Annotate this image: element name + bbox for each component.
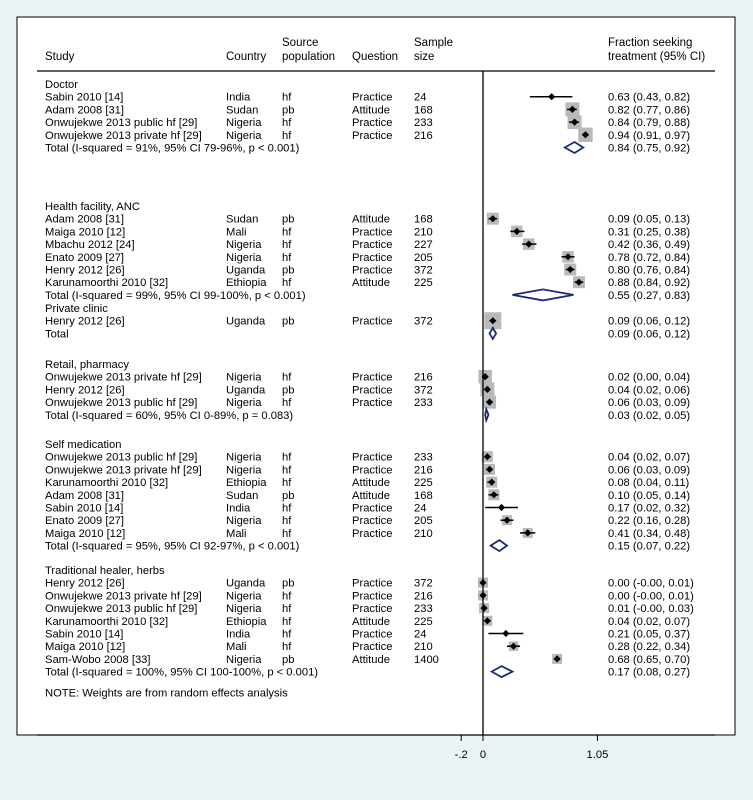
group-total-effect-ci: 0.09 (0.06, 0.12) bbox=[608, 328, 691, 341]
study-question: Practice bbox=[352, 464, 393, 477]
study-study: Sabin 2010 [14] bbox=[45, 628, 124, 641]
study-effect-ci: 0.08 (0.04, 0.11) bbox=[608, 477, 690, 490]
study-source: hf bbox=[282, 277, 292, 290]
study-n: 210 bbox=[414, 527, 433, 540]
study-question: Attitude bbox=[352, 104, 390, 117]
group-total-label: Total (I-squared = 99%, 95% CI 99-100%, p < 0.001) bbox=[45, 289, 306, 302]
header-sample-line1: Sample bbox=[414, 37, 453, 49]
study-effect-ci: 0.00 (-0.00, 0.01) bbox=[608, 577, 694, 590]
group-label: Private clinic bbox=[45, 303, 108, 315]
study-country: Nigeria bbox=[226, 371, 262, 384]
study-source: hf bbox=[282, 226, 292, 239]
study-source: pb bbox=[282, 315, 295, 328]
study-country: Ethiopia bbox=[226, 615, 267, 628]
header-sample-line2: size bbox=[414, 51, 435, 63]
study-question: Practice bbox=[352, 264, 393, 277]
x-tick-label: 0 bbox=[479, 749, 487, 761]
study-effect-ci: 0.41 (0.34, 0.48) bbox=[608, 527, 691, 540]
study-effect-ci: 0.88 (0.84, 0.92) bbox=[608, 277, 691, 290]
study-effect-ci: 0.68 (0.65, 0.70) bbox=[608, 653, 691, 666]
group-label: Doctor bbox=[45, 79, 78, 91]
study-source: hf bbox=[282, 502, 292, 515]
header-country: Country bbox=[226, 51, 267, 63]
study-question: Practice bbox=[352, 515, 393, 528]
study-effect-ci: 0.02 (0.00, 0.04) bbox=[608, 371, 691, 384]
study-effect-ci: 0.22 (0.16, 0.28) bbox=[608, 515, 691, 528]
study-source: pb bbox=[282, 104, 295, 117]
study-study: Adam 2008 [31] bbox=[45, 489, 124, 502]
study-effect-ci: 0.06 (0.03, 0.09) bbox=[608, 397, 691, 410]
study-effect-ci: 0.00 (-0.00, 0.01) bbox=[608, 590, 694, 603]
study-study: Maiga 2010 [12] bbox=[45, 641, 126, 654]
study-source: hf bbox=[282, 628, 292, 641]
study-source: hf bbox=[282, 590, 292, 603]
x-tick-label: -.2 bbox=[454, 749, 468, 761]
study-country: Nigeria bbox=[226, 653, 262, 666]
study-country: Uganda bbox=[226, 577, 266, 590]
header-effect-line1: Fraction seeking bbox=[608, 37, 693, 49]
study-question: Practice bbox=[352, 371, 393, 384]
study-country: Nigeria bbox=[226, 117, 262, 130]
study-n: 225 bbox=[414, 277, 433, 290]
study-country: Sudan bbox=[226, 213, 259, 226]
group-total-label: Total bbox=[45, 328, 69, 341]
study-source: pb bbox=[282, 264, 295, 277]
study-country: Mali bbox=[226, 641, 247, 654]
study-study: Adam 2008 [31] bbox=[45, 104, 124, 117]
study-n: 233 bbox=[414, 451, 433, 464]
header-source-line2: population bbox=[282, 51, 336, 63]
study-study: Henry 2012 [26] bbox=[45, 315, 125, 328]
study-source: hf bbox=[282, 397, 292, 410]
x-tick-label: 1.05 bbox=[586, 749, 609, 761]
group-total-label: Total (I-squared = 91%, 95% CI 79-96%, p < 0.001) bbox=[45, 142, 300, 155]
group-total-label: Total (I-squared = 100%, 95% CI 100-100%, p < 0.001) bbox=[45, 666, 319, 679]
study-n: 24 bbox=[414, 502, 427, 515]
study-source: hf bbox=[282, 603, 292, 616]
group-total-effect-ci: 0.55 (0.27, 0.83) bbox=[608, 289, 691, 302]
study-source: hf bbox=[282, 464, 292, 477]
study-source: hf bbox=[282, 91, 292, 104]
study-n: 216 bbox=[414, 371, 433, 384]
study-country: Sudan bbox=[226, 489, 259, 502]
study-effect-ci: 0.94 (0.91, 0.97) bbox=[608, 129, 691, 142]
study-effect-ci: 0.84 (0.79, 0.88) bbox=[608, 117, 691, 130]
study-question: Attitude bbox=[352, 477, 390, 490]
study-study: Sabin 2010 [14] bbox=[45, 502, 124, 515]
study-question: Attitude bbox=[352, 615, 390, 628]
group-total-effect-ci: 0.15 (0.07, 0.22) bbox=[608, 540, 691, 553]
study-effect-ci: 0.21 (0.05, 0.37) bbox=[608, 628, 691, 641]
study-source: hf bbox=[282, 117, 292, 130]
study-source: pb bbox=[282, 653, 295, 666]
study-study: Onwujekwe 2013 public hf [29] bbox=[45, 603, 198, 616]
study-n: 24 bbox=[414, 628, 427, 641]
study-study: Maiga 2010 [12] bbox=[45, 527, 126, 540]
header-study: Study bbox=[45, 51, 75, 63]
study-source: hf bbox=[282, 129, 292, 142]
study-n: 216 bbox=[414, 129, 433, 142]
study-source: hf bbox=[282, 239, 292, 252]
study-effect-ci: 0.28 (0.22, 0.34) bbox=[608, 641, 691, 654]
study-n: 210 bbox=[414, 226, 433, 239]
study-study: Onwujekwe 2013 private hf [29] bbox=[45, 464, 202, 477]
study-country: Nigeria bbox=[226, 603, 262, 616]
study-question: Practice bbox=[352, 603, 393, 616]
study-question: Attitude bbox=[352, 653, 390, 666]
study-study: Karunamoorthi 2010 [32] bbox=[45, 615, 169, 628]
study-study: Sabin 2010 [14] bbox=[45, 91, 124, 104]
study-effect-ci: 0.06 (0.03, 0.09) bbox=[608, 464, 691, 477]
group-label: Self medication bbox=[45, 439, 122, 451]
study-n: 168 bbox=[414, 104, 433, 117]
study-country: Ethiopia bbox=[226, 477, 267, 490]
study-source: hf bbox=[282, 251, 292, 264]
study-n: 372 bbox=[414, 384, 433, 397]
study-source: hf bbox=[282, 615, 292, 628]
study-study: Henry 2012 [26] bbox=[45, 384, 125, 397]
study-question: Practice bbox=[352, 628, 393, 641]
study-country: Nigeria bbox=[226, 397, 262, 410]
study-n: 1400 bbox=[414, 653, 439, 666]
study-study: Onwujekwe 2013 private hf [29] bbox=[45, 590, 202, 603]
study-effect-ci: 0.04 (0.02, 0.07) bbox=[608, 615, 691, 628]
study-country: India bbox=[226, 502, 251, 515]
study-effect-ci: 0.42 (0.36, 0.49) bbox=[608, 239, 691, 252]
study-effect-ci: 0.04 (0.02, 0.07) bbox=[608, 451, 691, 464]
study-n: 216 bbox=[414, 590, 433, 603]
study-study: Onwujekwe 2013 public hf [29] bbox=[45, 451, 198, 464]
study-effect-ci: 0.78 (0.72, 0.84) bbox=[608, 251, 691, 264]
study-n: 24 bbox=[414, 91, 427, 104]
study-source: hf bbox=[282, 371, 292, 384]
study-question: Practice bbox=[352, 590, 393, 603]
study-n: 225 bbox=[414, 615, 433, 628]
study-question: Practice bbox=[352, 527, 393, 540]
study-question: Practice bbox=[352, 226, 393, 239]
study-country: Ethiopia bbox=[226, 277, 267, 290]
study-study: Mbachu 2012 [24] bbox=[45, 239, 135, 252]
study-source: pb bbox=[282, 577, 295, 590]
group-total-effect-ci: 0.17 (0.08, 0.27) bbox=[608, 666, 691, 679]
study-study: Adam 2008 [31] bbox=[45, 213, 124, 226]
group-label: Retail, pharmacy bbox=[45, 359, 129, 371]
study-study: Karunamoorthi 2010 [32] bbox=[45, 277, 169, 290]
study-n: 372 bbox=[414, 577, 433, 590]
study-n: 233 bbox=[414, 397, 433, 410]
study-study: Onwujekwe 2013 public hf [29] bbox=[45, 117, 198, 130]
study-question: Practice bbox=[352, 641, 393, 654]
study-question: Attitude bbox=[352, 277, 390, 290]
study-study: Onwujekwe 2013 public hf [29] bbox=[45, 397, 198, 410]
study-n: 372 bbox=[414, 264, 433, 277]
study-study: Enato 2009 [27] bbox=[45, 251, 125, 264]
study-study: Henry 2012 [26] bbox=[45, 264, 125, 277]
study-source: hf bbox=[282, 527, 292, 540]
study-effect-ci: 0.09 (0.05, 0.13) bbox=[608, 213, 691, 226]
study-n: 372 bbox=[414, 315, 433, 328]
study-country: India bbox=[226, 628, 251, 641]
study-question: Practice bbox=[352, 577, 393, 590]
study-effect-ci: 0.82 (0.77, 0.86) bbox=[608, 104, 691, 117]
study-question: Practice bbox=[352, 397, 393, 410]
study-question: Attitude bbox=[352, 489, 390, 502]
study-country: Mali bbox=[226, 527, 247, 540]
study-study: Karunamoorthi 2010 [32] bbox=[45, 477, 169, 490]
study-question: Practice bbox=[352, 251, 393, 264]
study-n: 225 bbox=[414, 477, 433, 490]
study-source: hf bbox=[282, 515, 292, 528]
study-country: Sudan bbox=[226, 104, 259, 117]
study-country: Nigeria bbox=[226, 129, 262, 142]
study-question: Practice bbox=[352, 129, 393, 142]
study-question: Practice bbox=[352, 239, 393, 252]
study-country: India bbox=[226, 91, 251, 104]
study-question: Practice bbox=[352, 384, 393, 397]
group-total-effect-ci: 0.03 (0.02, 0.05) bbox=[608, 409, 691, 422]
study-effect-ci: 0.04 (0.02, 0.06) bbox=[608, 384, 691, 397]
weights-note: NOTE: Weights are from random effects analysis bbox=[45, 687, 288, 700]
study-question: Practice bbox=[352, 502, 393, 515]
study-effect-ci: 0.01 (-0.00, 0.03) bbox=[608, 603, 694, 616]
study-country: Uganda bbox=[226, 384, 266, 397]
study-study: Sam-Wobo 2008 [33] bbox=[45, 653, 151, 666]
study-n: 216 bbox=[414, 464, 433, 477]
study-source: pb bbox=[282, 489, 295, 502]
study-source: hf bbox=[282, 641, 292, 654]
study-source: hf bbox=[282, 451, 292, 464]
study-country: Nigeria bbox=[226, 239, 262, 252]
study-effect-ci: 0.31 (0.25, 0.38) bbox=[608, 226, 691, 239]
study-country: Nigeria bbox=[226, 515, 262, 528]
group-label: Health facility, ANC bbox=[45, 201, 140, 213]
study-study: Enato 2009 [27] bbox=[45, 515, 125, 528]
header-question: Question bbox=[352, 51, 399, 63]
study-n: 205 bbox=[414, 251, 433, 264]
study-source: pb bbox=[282, 213, 295, 226]
study-study: Onwujekwe 2013 private hf [29] bbox=[45, 129, 202, 142]
study-country: Mali bbox=[226, 226, 247, 239]
study-study: Maiga 2010 [12] bbox=[45, 226, 126, 239]
study-question: Attitude bbox=[352, 213, 390, 226]
study-effect-ci: 0.63 (0.43, 0.82) bbox=[608, 91, 691, 104]
header-effect-line2: treatment (95% CI) bbox=[608, 51, 706, 63]
study-effect-ci: 0.80 (0.76, 0.84) bbox=[608, 264, 691, 277]
study-n: 233 bbox=[414, 603, 433, 616]
study-n: 168 bbox=[414, 213, 433, 226]
header-source-line1: Source bbox=[282, 37, 319, 49]
study-study: Henry 2012 [26] bbox=[45, 577, 125, 590]
study-n: 205 bbox=[414, 515, 433, 528]
group-total-effect-ci: 0.84 (0.75, 0.92) bbox=[608, 142, 691, 155]
study-country: Nigeria bbox=[226, 590, 262, 603]
study-n: 233 bbox=[414, 117, 433, 130]
study-effect-ci: 0.17 (0.02, 0.32) bbox=[608, 502, 691, 515]
study-source: hf bbox=[282, 477, 292, 490]
study-question: Practice bbox=[352, 315, 393, 328]
study-country: Nigeria bbox=[226, 451, 262, 464]
study-question: Practice bbox=[352, 91, 393, 104]
group-total-label: Total (I-squared = 60%, 95% CI 0-89%, p = 0.083) bbox=[45, 409, 294, 422]
study-effect-ci: 0.09 (0.06, 0.12) bbox=[608, 315, 691, 328]
study-country: Uganda bbox=[226, 315, 266, 328]
study-country: Uganda bbox=[226, 264, 266, 277]
study-question: Practice bbox=[352, 451, 393, 464]
study-country: Nigeria bbox=[226, 464, 262, 477]
study-question: Practice bbox=[352, 117, 393, 130]
study-source: pb bbox=[282, 384, 295, 397]
study-effect-ci: 0.10 (0.05, 0.14) bbox=[608, 489, 691, 502]
study-n: 210 bbox=[414, 641, 433, 654]
study-study: Onwujekwe 2013 private hf [29] bbox=[45, 371, 202, 384]
study-n: 168 bbox=[414, 489, 433, 502]
study-n: 227 bbox=[414, 239, 433, 252]
study-country: Nigeria bbox=[226, 251, 262, 264]
group-total-label: Total (I-squared = 95%, 95% CI 92-97%, p < 0.001) bbox=[45, 540, 300, 553]
group-label: Traditional healer, herbs bbox=[45, 565, 165, 577]
